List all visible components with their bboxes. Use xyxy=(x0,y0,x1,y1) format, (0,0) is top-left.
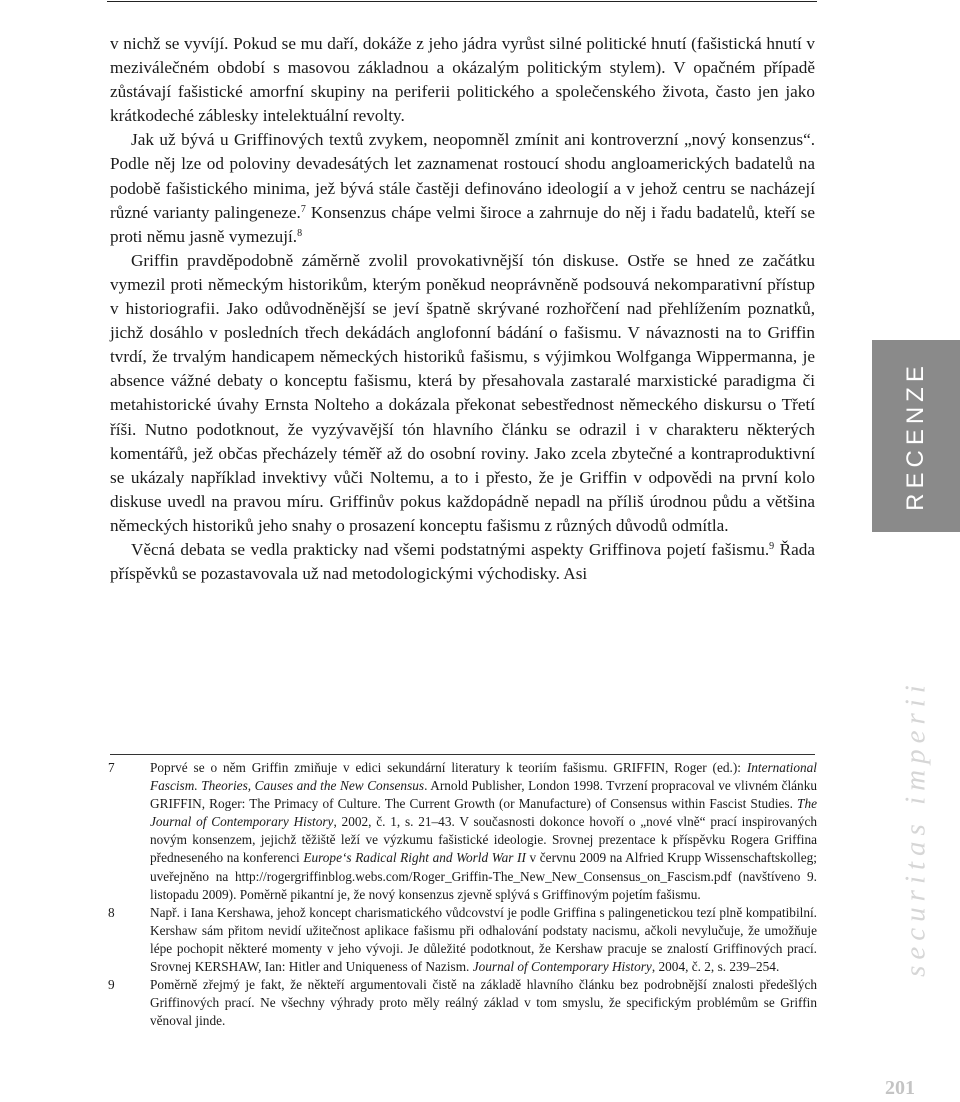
page-number: 201 xyxy=(885,1077,915,1099)
footnotes xyxy=(108,759,818,1030)
text-run: , 2002, č. 1, s. 21–43. V současnosti dokonce hovoří o „nové vlně“ prací inspirovaných novým konsenzem, jejichž těžiště leží ve výzkumu fašistické ideologie. Srovnej prezentace k příspěvku Rogera Griffina předneseného na konferenci xyxy=(150,814,817,866)
text-run: , 2004, č. 2, s. 239–254. xyxy=(651,959,780,975)
footnote xyxy=(108,904,818,976)
text-run: Poprvé se o něm Griffin zmiňuje v edici sekundární literatury k teoriím fašismu. GRIFFIN, Roger (ed.): xyxy=(150,760,747,775)
text-run: v červnu 2009 na Alfried Krupp Wissenschaftskolleg; uveřejněno na http://rogergriffinblog.webs.com/Roger_Griffin-The_New_New_Consensus_on_Fascism.pdf (navštíveno 9. listopadu 2009). Poměrně pikantní je, že nový konsenzus zjevně splývá s Griffinovým pojetím fašismu. xyxy=(150,850,817,902)
footnote xyxy=(108,759,818,904)
italic-title: Europe‘s Radical Right and World War II xyxy=(303,850,526,866)
header-rule xyxy=(107,1,817,2)
footnote-marker: 8 xyxy=(297,227,303,239)
footnote-marker: 9 xyxy=(769,540,775,552)
section-band xyxy=(872,340,960,532)
text-run: Jak už bývá u Griffinových textů zvykem, neopomněl zmínit ani kontroverzní „nový konsenzus“. Podle něj lze od poloviny devadesátých let zaznamenat rostoucí shodu angloamerických badatelů na podobě fašistického minima, jež bývá stále častěji definováno ideologií a v jehož centru se nacházejí různé varianty palingeneze. xyxy=(110,130,815,222)
footnote-marker: 7 xyxy=(300,203,306,215)
italic-title: International Fascism. Theories, Causes and the New Consensus xyxy=(150,760,817,794)
footnote xyxy=(108,976,818,1030)
footnote-text xyxy=(150,759,817,904)
paragraph xyxy=(110,538,815,586)
main-text xyxy=(110,32,815,586)
footnote-separator xyxy=(110,754,815,755)
paragraph xyxy=(110,249,815,538)
footnote-number: 8 xyxy=(108,904,115,920)
paragraph xyxy=(110,128,815,248)
text-run: Griffin pravděpodobně záměrně zvolil provokativnější tón diskuse. Ostře se hned ze začátku vymezil proti německým historikům, kterým poněkud neoprávněně podsouvá nekomparativní přístup v historiografii. Jako odůvodněnější se jeví špatně skrývané rozhořčení nad přehlížením poznatků, jichž dosáhlo v posledních třech dekádách anglofonní bádání o fašismu. V návaznosti na to Griffin tvrdí, že trvalým handicapem německých historiků fašismu, s výjimkou Wolfganga Wippermanna, je absence vážné debaty o konceptu fašismu, která by přesahovala zastaralé marxistické paradigma či metahistorické úvahy Ernsta Nolteho a dokázala překonat sebestřednost německého diskursu o Třetí říši. Nutno podotknout, že vyzývavější tón hlavního článku se odrazil i v charakteru některých komentářů, jež občas přecházely téměř až do osobní roviny. Jako zcela zbytečné a kontraproduktivní se ukázaly například invektivy vůči Noltemu, a to i přesto, že je Griffin v odpovědi na první kolo diskuse uvedl na pravou míru. Griffinův pokus každopádně nepadl na příliš úrodnou půdu a většina německých historiků jeho snahy o prosazení konceptu fašismu z různých důvodů odmítla. xyxy=(110,250,815,535)
footnote-text xyxy=(150,904,817,976)
text-run: Konsenzus chápe velmi široce a zahrnuje do něj i řadu badatelů, kteří se proti němu jasně vymezují. xyxy=(110,202,815,246)
text-run: Řada příspěvků se pozastavovala už nad metodologickými východisky. Asi xyxy=(110,539,815,584)
footnote-text xyxy=(150,976,817,1030)
italic-title: Journal of Contemporary History xyxy=(472,959,652,975)
journal-title: securitas imperii xyxy=(899,679,932,977)
footnote-number: 9 xyxy=(108,977,115,993)
section-label: RECENZE xyxy=(902,361,929,511)
text-run: Poměrně zřejmý je fakt, že někteří argumentovali čistě na základě hlavního článku bez podrobnější znalosti předešlých Griffinových prací. Ne všechny výhrady proto měly reálný základ v tom smyslu, že specifickým problémům se Griffin věnoval jinde. xyxy=(150,977,817,1029)
italic-title: The Journal of Contemporary History xyxy=(150,796,817,830)
footnote-number: 7 xyxy=(108,760,115,775)
text-run: . Arnold Publisher, London 1998. Tvrzení propracoval ve vlivném článku GRIFFIN, Roger: The Primacy of Culture. The Current Growth (or Manufacture) of Consensus within Fascist Studies. xyxy=(150,778,817,812)
text-run: v nichž se vyvíjí. Pokud se mu daří, dokáže z jeho jádra vyrůst silné politické hnutí (fašistická hnutí v meziválečném období s masovou základnou a okázalým politickým stylem). V opačném případě zůstávají fašistické amorfní skupiny na periferii politického a společenského života, často jen jako krátkodeché záblesky intelektuální revolty. xyxy=(110,34,815,126)
text-run: Např. i Iana Kershawa, jehož koncept charismatického vůdcovství je podle Griffina s palingenetickou tezí plně kompatibilní. Kershaw sám přitom nevidí užitečnost aplikace fašismu při odhalování podstaty nacismu, ačkoli nevylučuje, že umožňuje lépe pochopit některé momenty v jeho vývoji. Je důležité podotknout, že Kershaw pracuje se znalostí Griffinových prací. Srovnej KERSHAW, Ian: Hitler and Uniqueness of Nazism. xyxy=(150,904,817,975)
text-run: Věcná debata se vedla prakticky nad všemi podstatnými aspekty Griffinova pojetí fašismu. xyxy=(131,539,770,559)
paragraph xyxy=(110,32,815,128)
